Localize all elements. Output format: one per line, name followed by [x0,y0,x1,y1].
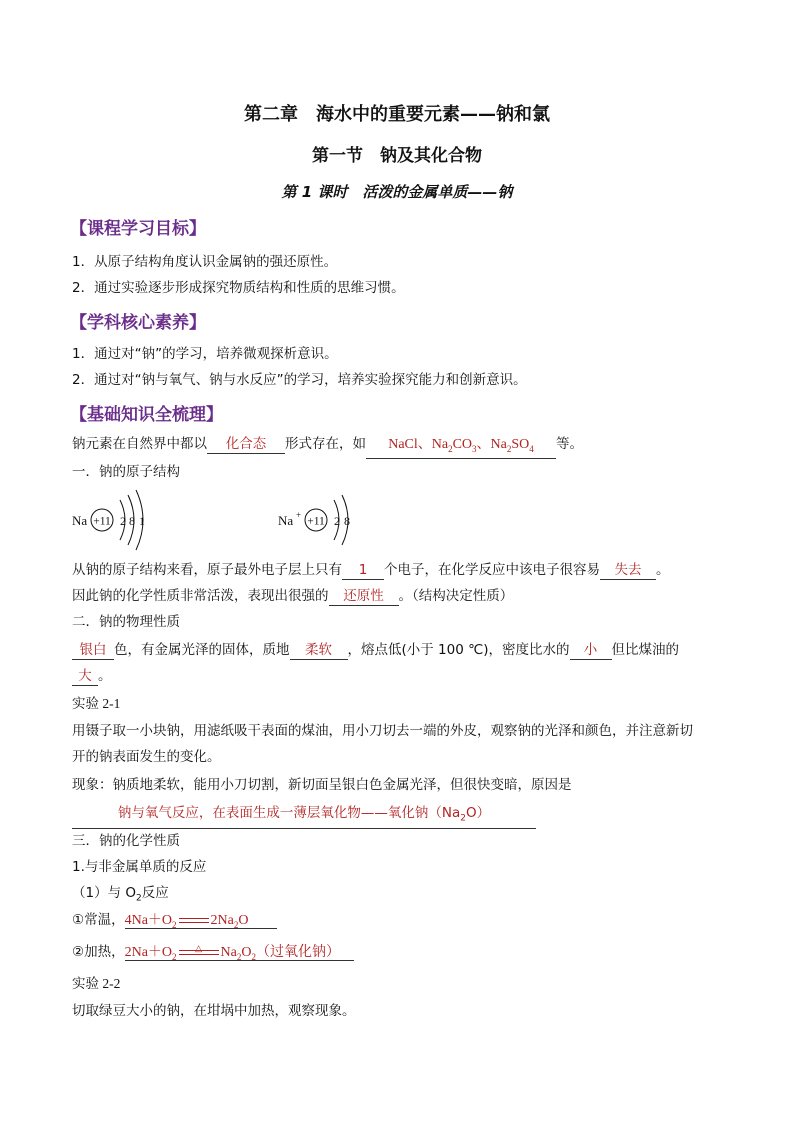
ion-charge: + [296,510,302,520]
sodium-atom-diagram [66,486,176,556]
reason-line [72,803,536,829]
shell-electrons: 1 [139,514,145,528]
physical-line-1: 银白 色，有金属光泽的固体，质地 柔软 ，熔点低(小于 100 ℃)，密度比水的 小 但比煤油的 [72,640,679,660]
subsection-title: 1.与非金属单质的反应 [72,859,207,875]
shell-electrons: 2 [334,514,340,528]
structure-line-2: 因此钠的化学性质非常活泼，表现出很强的 还原性 。（结构决定性质） [72,588,514,604]
atom-symbol: Na [72,513,88,528]
literacy-heading: 【学科核心素养】 [70,313,206,333]
literacy-item: 2．通过对“钠与氧气、钠与水反应”的学习，培养实验探究能力和创新意识。 [72,372,527,388]
phenomenon-line: 现象：钠质地柔软，能用小刀切割，新切面呈银白色金属光泽，但很快变暗，原因是 [72,777,572,793]
answer-blank: NaCl、$Na_2CO_3$、$Na_2SO_4$ [366,436,556,459]
reaction-2: ②加热，$2Na+O_2$ △ $Na_2O_2$（过氧化钠） [72,942,354,967]
physical-line-2: 大 。 [72,666,112,686]
equation-2: $2Na+O_2$ △ $Na_2O_2$（过氧化钠） [125,945,354,961]
experiment-1-text: 用镊子取一小块钠，用滤纸吸干表面的煤油，用小刀切去一端的外皮，观察钠的光泽和颜色，并注意新切 [72,723,693,739]
experiment-1-title: 实验 2-1 [72,696,121,711]
answer-blank: 银白 [72,642,114,660]
experiment-2-text: 切取绿豆大小的钠，在坩埚中加热，观察现象。 [72,1003,356,1019]
experiment-2-title: 实验 2-2 [72,976,121,991]
answer-blank: 柔软 [290,642,348,660]
shell-electrons: 8 [129,514,135,528]
goal-item: 1．从原子结构角度认识金属钠的强还原性。 [72,254,338,270]
subsection-item: （1）与 $O_2$反应 [72,885,169,904]
answer-blank: 化合态 [207,436,285,454]
goals-heading: 【课程学习目标】 [70,219,206,239]
answer-blank: 小 [570,642,612,660]
part1-title: 一．钠的原子结构 [72,464,180,480]
answer-blank: 钠与氧气反应，在表面生成一薄层氧化物——氧化钠$(Na_2O)$ [72,805,536,829]
heat-condition: △ [195,943,202,954]
structure-line-1: 从钠的原子结构来看，原子最外电子层上只有 1 个电子，在化学反应中该电子很容易 失去 。 [72,562,670,578]
literacy-item: 1．通过对“钠”的学习，培养微观探析意识。 [72,346,338,362]
lesson-title: 第 1 课时 活泼的金属单质——钠 [281,183,513,201]
answer-blank: 1 [342,562,384,580]
part2-title: 二．钠的物理性质 [72,614,180,630]
section-title: 第一节 钠及其化合物 [312,146,482,166]
experiment-1-text: 开的钠表面发生的变化。 [72,749,221,765]
shell-electrons: 2 [120,514,126,528]
nucleus-charge: +11 [307,515,325,528]
intro-line: 钠元素在自然界中都以 化合态 形式存在，如 NaCl、$Na_2CO_3$、$Na_2SO_4$ 等。 [72,434,583,459]
answer-blank: 还原性 [329,588,399,606]
part3-title: 三．钠的化学性质 [72,833,180,849]
goal-item: 2．通过实验逐步形成探究物质结构和性质的思维习惯。 [72,280,405,296]
sodium-ion-diagram [272,486,372,556]
nucleus-charge: +11 [93,515,111,528]
answer-blank: 失去 [600,562,656,580]
shell-electrons: 8 [344,514,350,528]
reaction-1: ①常温，$4Na+O_2$ $2Na_2O$ [72,910,277,935]
answer-blank: 大 [72,668,98,686]
equation-1: $4Na+O_2$ $2Na_2O$ [125,913,277,929]
basics-heading: 【基础知识全梳理】 [70,405,223,425]
ion-symbol: Na [278,513,294,528]
chapter-title: 第二章 海水中的重要元素——钠和氯 [244,104,550,125]
